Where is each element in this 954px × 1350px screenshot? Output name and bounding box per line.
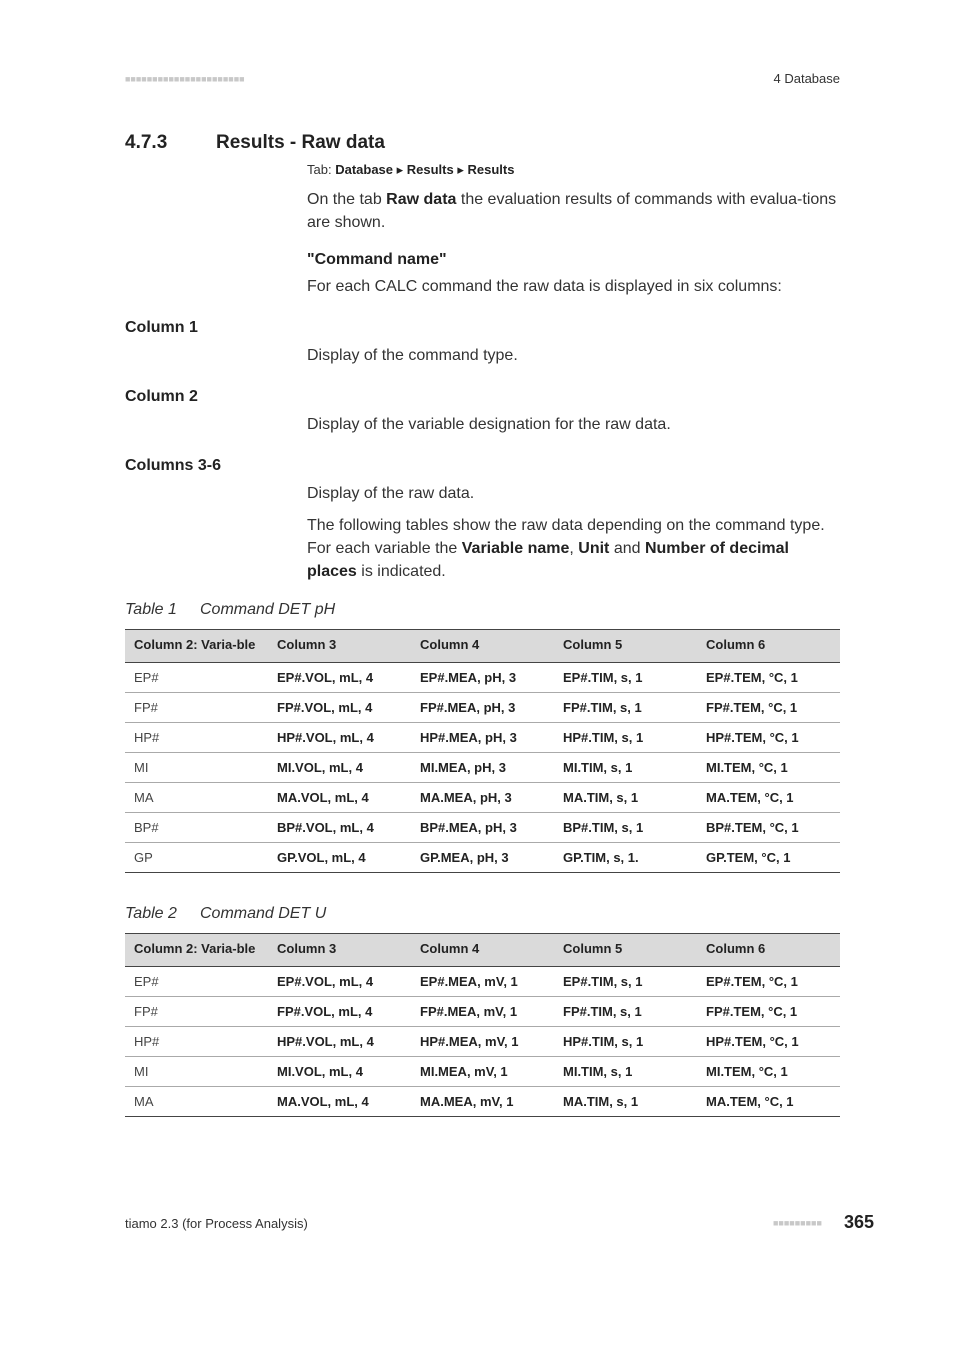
table-cell: MA.TEM, °C, 1 — [697, 783, 840, 813]
table-cell: MA.VOL, mL, 4 — [268, 783, 411, 813]
table-cell: HP#.TEM, °C, 1 — [697, 1027, 840, 1057]
table-row — [125, 753, 840, 783]
table-cell: EP#.MEA, pH, 3 — [411, 663, 554, 693]
table-row — [125, 967, 840, 997]
table-cell: HP#.VOL, mL, 4 — [268, 1027, 411, 1057]
table-cell: FP#.MEA, pH, 3 — [411, 693, 554, 723]
table-cell: HP# — [125, 723, 268, 753]
table-row — [125, 663, 840, 693]
table-cell: MI.TIM, s, 1 — [554, 1057, 697, 1087]
columns36-heading: Columns 3-6 — [125, 457, 222, 474]
table-cell: EP#.TEM, °C, 1 — [697, 663, 840, 693]
table-header-cell: Column 4 — [411, 630, 554, 663]
table-cell: EP#.TEM, °C, 1 — [697, 967, 840, 997]
table-cell: BP#.TIM, s, 1 — [554, 813, 697, 843]
columns36-text: Display of the raw data. — [307, 485, 475, 502]
column2-text: Display of the variable designation for the raw data. — [307, 416, 671, 433]
table-cell: MI.TEM, °C, 1 — [697, 1057, 840, 1087]
column1-text: Display of the command type. — [307, 347, 518, 364]
table-cell: HP# — [125, 1027, 268, 1057]
table1 — [125, 629, 840, 873]
footer-decoration: ■■■■■■■■■ — [773, 1218, 822, 1228]
table-row — [125, 813, 840, 843]
table-cell: FP#.TEM, °C, 1 — [697, 693, 840, 723]
table-row — [125, 693, 840, 723]
table-cell: MI — [125, 1057, 268, 1087]
table-cell: EP#.VOL, mL, 4 — [268, 663, 411, 693]
table-cell: BP#.MEA, pH, 3 — [411, 813, 554, 843]
table-cell: EP# — [125, 663, 268, 693]
table-cell: MA.MEA, pH, 3 — [411, 783, 554, 813]
table-cell: FP#.TIM, s, 1 — [554, 693, 697, 723]
header-decoration: ■■■■■■■■■■■■■■■■■■■■■■ — [125, 74, 245, 84]
running-header: 4 Database — [773, 71, 840, 86]
table-cell: EP#.TIM, s, 1 — [554, 967, 697, 997]
raw-data-description: The following tables show the raw data depending on the command type. For each variable the Variable name, Unit and Number of decimal places is indicated. — [307, 517, 825, 580]
table-cell: GP.MEA, pH, 3 — [411, 843, 554, 873]
table-header-cell: Column 5 — [554, 934, 697, 967]
table-cell: FP#.TEM, °C, 1 — [697, 997, 840, 1027]
table-cell: EP# — [125, 967, 268, 997]
page-number: 365 — [844, 1212, 875, 1232]
table-cell: MA.TIM, s, 1 — [554, 783, 697, 813]
table-cell: BP#.VOL, mL, 4 — [268, 813, 411, 843]
table1-caption: Table 1 Command DET pH — [125, 601, 336, 618]
table-cell: HP#.MEA, mV, 1 — [411, 1027, 554, 1057]
table-cell: EP#.MEA, mV, 1 — [411, 967, 554, 997]
section-title: Results - Raw data — [216, 132, 385, 153]
table-cell: MI.TEM, °C, 1 — [697, 753, 840, 783]
table-cell: FP#.VOL, mL, 4 — [268, 693, 411, 723]
table-cell: FP#.MEA, mV, 1 — [411, 997, 554, 1027]
table-cell: MI.VOL, mL, 4 — [268, 1057, 411, 1087]
intro-paragraph: On the tab Raw data the evaluation results of commands with evalua-tions are shown. — [307, 191, 837, 231]
tab-path-value: Database ▸ Results ▸ Results — [335, 162, 515, 177]
table-cell: FP#.TIM, s, 1 — [554, 997, 697, 1027]
table-header-cell: Column 6 — [697, 630, 840, 663]
table-cell: BP#.TEM, °C, 1 — [697, 813, 840, 843]
table-header-cell: Column 4 — [411, 934, 554, 967]
table-row — [125, 723, 840, 753]
table-cell: MA.MEA, mV, 1 — [411, 1087, 554, 1117]
table-header-cell: Column 3 — [268, 934, 411, 967]
table-cell: MA — [125, 1087, 268, 1117]
table-cell: HP#.MEA, pH, 3 — [411, 723, 554, 753]
command-name-text: For each CALC command the raw data is displayed in six columns: — [307, 278, 782, 295]
table-cell: MA.VOL, mL, 4 — [268, 1087, 411, 1117]
section-heading — [125, 132, 385, 154]
tab-path: Tab: Database ▸ Results ▸ Results — [307, 162, 515, 177]
table-header-cell: Column 3 — [268, 630, 411, 663]
table-cell: GP.TIM, s, 1. — [554, 843, 697, 873]
table-row — [125, 1087, 840, 1117]
table-cell: MI.MEA, mV, 1 — [411, 1057, 554, 1087]
command-name-heading: "Command name" — [307, 251, 447, 268]
column1-heading: Column 1 — [125, 319, 198, 336]
table-cell: HP#.TIM, s, 1 — [554, 723, 697, 753]
table-row — [125, 1057, 840, 1087]
table-cell: MI.MEA, pH, 3 — [411, 753, 554, 783]
table2-caption: Table 2 Command DET U — [125, 905, 327, 922]
table-header-cell: Column 6 — [697, 934, 840, 967]
section-number: 4.7.3 — [125, 132, 168, 153]
table-cell: MI.TIM, s, 1 — [554, 753, 697, 783]
table-header-cell: Column 2: Varia-ble — [125, 934, 268, 967]
column2-heading: Column 2 — [125, 388, 198, 405]
table-row — [125, 1027, 840, 1057]
table-cell: BP# — [125, 813, 268, 843]
table-header-cell: Column 5 — [554, 630, 697, 663]
table-header-cell: Column 2: Varia-ble — [125, 630, 268, 663]
table-row — [125, 843, 840, 873]
table-cell: GP.VOL, mL, 4 — [268, 843, 411, 873]
footer-product: tiamo 2.3 (for Process Analysis) — [125, 1216, 308, 1231]
table-cell: MI.VOL, mL, 4 — [268, 753, 411, 783]
table-cell: MA.TIM, s, 1 — [554, 1087, 697, 1117]
table2 — [125, 933, 840, 1117]
table-cell: MI — [125, 753, 268, 783]
table-cell: EP#.TIM, s, 1 — [554, 663, 697, 693]
table-cell: HP#.VOL, mL, 4 — [268, 723, 411, 753]
table-cell: MA — [125, 783, 268, 813]
table-row — [125, 997, 840, 1027]
table-cell: EP#.VOL, mL, 4 — [268, 967, 411, 997]
table-cell: GP — [125, 843, 268, 873]
table-cell: FP# — [125, 693, 268, 723]
table-cell: FP# — [125, 997, 268, 1027]
table-cell: HP#.TIM, s, 1 — [554, 1027, 697, 1057]
table-cell: FP#.VOL, mL, 4 — [268, 997, 411, 1027]
table-cell: GP.TEM, °C, 1 — [697, 843, 840, 873]
table-cell: HP#.TEM, °C, 1 — [697, 723, 840, 753]
table-cell: MA.TEM, °C, 1 — [697, 1087, 840, 1117]
table-row — [125, 783, 840, 813]
